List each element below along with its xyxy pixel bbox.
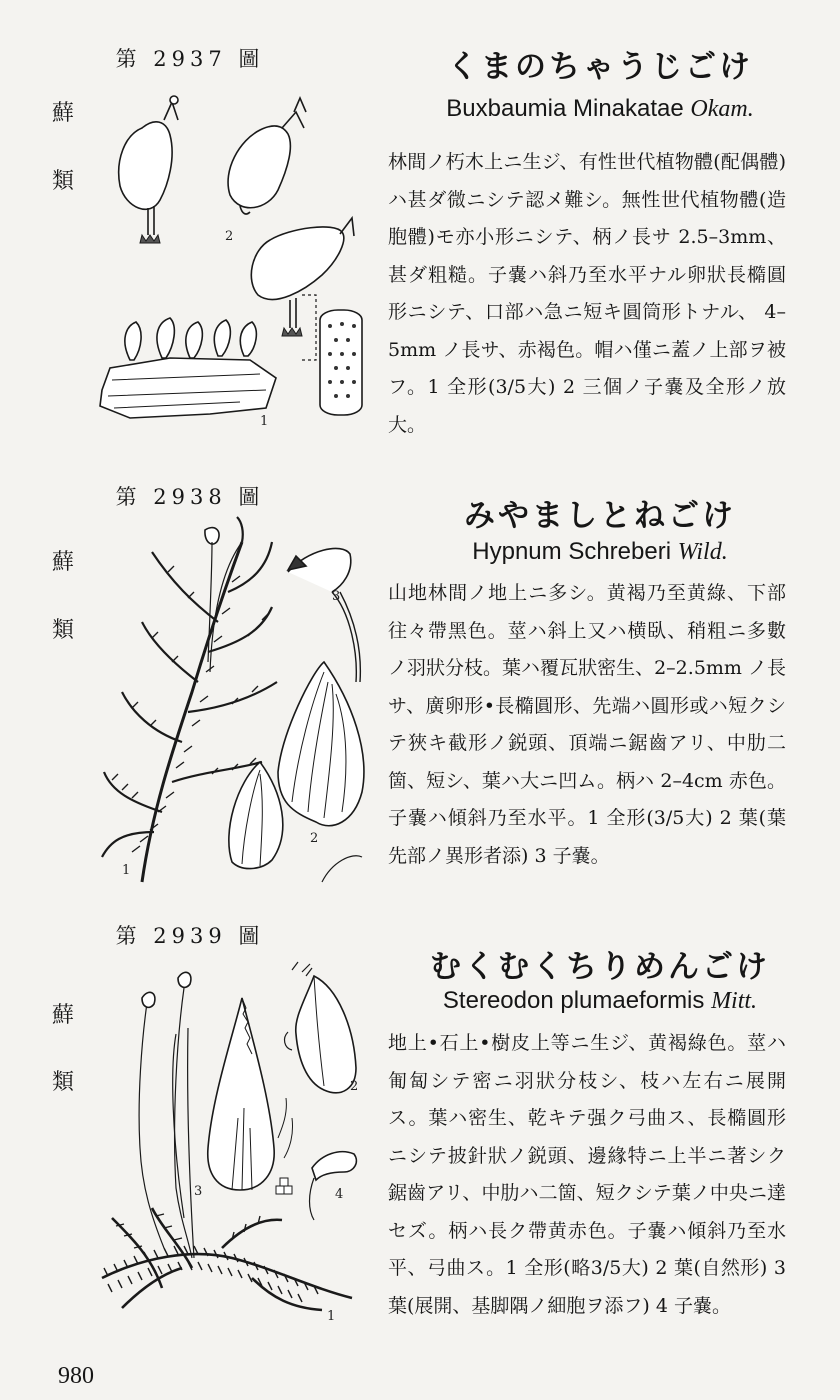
scientific-binomial: Stereodon plumaeformis (442, 987, 705, 1014)
scientific-author: Wild. (677, 539, 728, 565)
page-number: 980 (58, 1363, 94, 1389)
category-char: 類 (52, 1070, 75, 1095)
category-char: 蘚 (52, 550, 75, 575)
scientific-binomial: Hypnum Schreberi (472, 538, 672, 565)
japanese-name: むくむくちりめんごけ (430, 949, 770, 985)
scientific-author: Okam. (690, 96, 754, 122)
figure-label: 3 (194, 1184, 203, 1199)
figure-number: 第 2938 圖 (115, 485, 265, 509)
japanese-name: みやましとねごけ (464, 498, 736, 534)
category-char: 類 (52, 169, 75, 194)
scientific-name (390, 987, 810, 1015)
figure-label: 2 (350, 1079, 359, 1094)
category-char: 類 (52, 618, 75, 643)
figure-label: 1 (260, 414, 269, 429)
illustration-stereodon (92, 958, 382, 1328)
description: 林間ノ朽木上ニ生ジ、有性世代植物體(配偶體) ハ甚ダ微ニシテ認メ難シ。無性世代植物體(造胞體)モ亦小形ニシテ、柄ノ長サ 2.5–3mm、甚ダ粗糙。子嚢ハ斜乃至水平ナル卵狀長橢圓形ニシテ、口部ハ急ニ短キ圓筒形トナル、 4–5mm ノ長サ、赤褐色。帽ハ僅ニ蓋ノ上部ヲ被フ。1 全形(3/5大) 2 三個ノ子嚢及全形ノ放大。 (388, 151, 786, 436)
scientific-name (390, 95, 810, 123)
illustration-buxbaumia (90, 90, 380, 435)
description: 山地林間ノ地上ニ多シ。黄褐乃至黄綠、下部往々帶黑色。莖ハ斜上又ハ横臥、稍粗ニ多數ノ羽狀分枝。葉ハ覆瓦狀密生、2–2.5mm ノ長サ、廣卵形•長橢圓形、先端ハ圓形或ハ短クシテ狹キ截形ノ鋭頭、頂端ニ鋸齒アリ、中肋二箇、短シ、葉ハ大ニ凹ム。柄ハ 2–4cm 赤色。子嚢ハ傾斜乃至水平。1 全形(3/5大) 2 葉(葉先部ノ異形者添) 3 子嚢。 (388, 582, 786, 867)
figure-label: 2 (225, 229, 234, 244)
description: 地上•石上•樹皮上等ニ生ジ、黄褐綠色。莖ハ匍匐シテ密ニ羽狀分枝シ、枝ハ左右ニ展開ス。葉ハ密生、乾キテ强ク弓曲ス、長橢圓形ニシテ披針狀ノ鋭頭、邊緣特ニ上半ニ著シク鋸齒アリ、中肋ハ二箇、短クシテ葉ノ中央ニ達セズ。柄ハ長ク帶黄赤色。子嚢ハ傾斜乃至水平、弓曲ス。1 全形(略3/5大) 2 葉(自然形) 3 葉(展開、基脚隅ノ細胞ヲ添フ) 4 子嚢。 (388, 1032, 786, 1317)
category-char: 蘚 (52, 1003, 75, 1028)
figure-label: 4 (335, 1187, 344, 1202)
figure-label: 3 (332, 589, 341, 604)
figure-number: 第 2939 圖 (115, 924, 265, 948)
illustration-hypnum (92, 512, 382, 887)
scientific-name (390, 538, 810, 566)
scientific-author: Mitt. (711, 988, 758, 1014)
category-char: 蘚 (52, 101, 75, 126)
scientific-binomial: Buxbaumia Minakatae (446, 95, 684, 122)
figure-label: 1 (327, 1309, 336, 1324)
figure-number: 第 2937 圖 (115, 47, 265, 71)
figure-label: 2 (310, 831, 319, 846)
figure-label: 1 (122, 863, 131, 878)
japanese-name: くまのちゃうじごけ (447, 49, 753, 85)
